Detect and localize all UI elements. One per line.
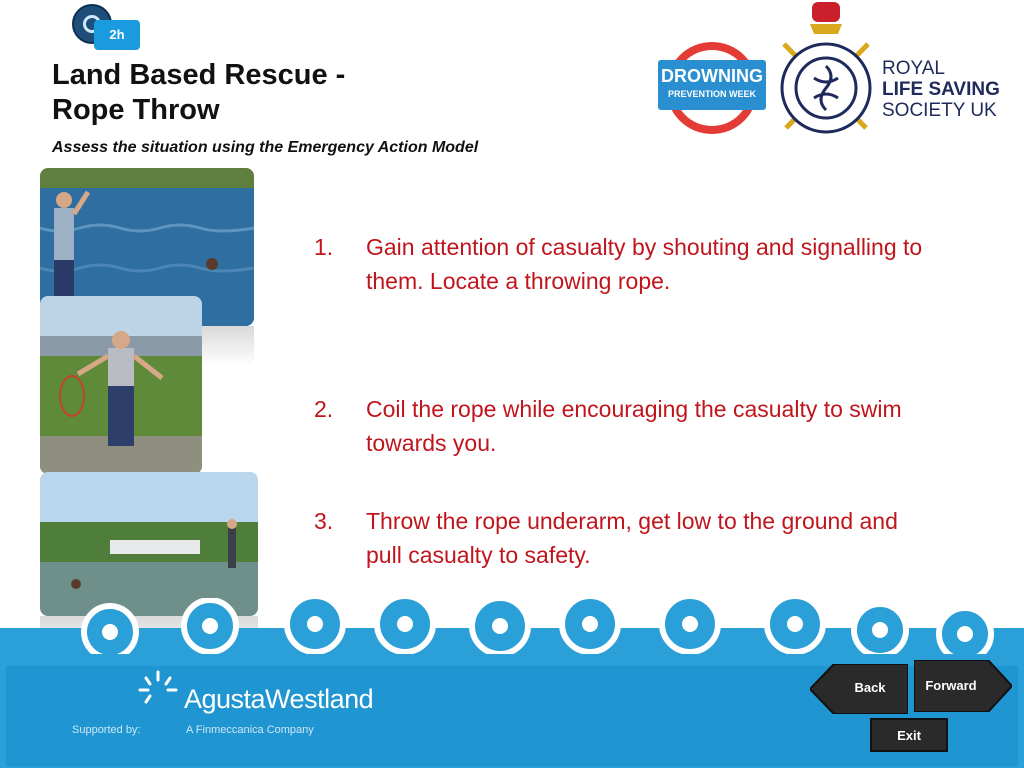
rlss-line-2: LIFE SAVING	[882, 79, 1000, 100]
rlss-wordmark	[882, 58, 1024, 121]
step-text: Coil the rope while encouraging the casualty to swim towards you.	[366, 396, 902, 456]
step-number: 3.	[314, 508, 334, 534]
page-title	[52, 58, 472, 128]
photo-reflection	[200, 326, 254, 366]
drowning-prevention-week-logo	[656, 38, 768, 138]
drowning-logo-line-2: PREVENTION WEEK	[667, 89, 756, 99]
drowning-logo-line-1: DROWNING	[661, 66, 763, 86]
exit-button[interactable]	[870, 718, 948, 752]
rlss-line-1: ROYAL	[882, 58, 946, 79]
photo-coiling-rope	[40, 296, 202, 474]
exit-label: Exit	[897, 728, 921, 743]
photo-throwing-rope	[40, 472, 258, 616]
forward-label: Forward	[925, 678, 977, 693]
rlss-line-3: SOCIETY UK	[882, 100, 997, 121]
back-label: Back	[854, 680, 886, 695]
step-text: Gain attention of casualty by shouting and signalling to them. Locate a throwing rope.	[366, 234, 923, 294]
title-line-2: Rope Throw	[52, 94, 220, 126]
sponsor-name: AgustaWestland	[184, 684, 374, 714]
step-text: Throw the rope underarm, get low to the ground and pull casualty to safety.	[366, 508, 898, 568]
back-button[interactable]	[810, 664, 908, 714]
step-number: 2.	[314, 396, 334, 422]
page-subtitle: Assess the situation using the Emergency Action Model	[52, 139, 479, 156]
sponsor-tagline: A Finmeccanica Company	[186, 724, 314, 736]
agustawestland-logo-icon	[136, 668, 180, 712]
section-badge: 2h	[94, 20, 140, 50]
step-number: 1.	[314, 234, 334, 260]
forward-button[interactable]	[914, 660, 1012, 712]
rlss-crest-icon	[776, 0, 876, 140]
supported-by-label: Supported by:	[72, 724, 141, 736]
title-line-1: Land Based Rescue -	[52, 59, 346, 91]
